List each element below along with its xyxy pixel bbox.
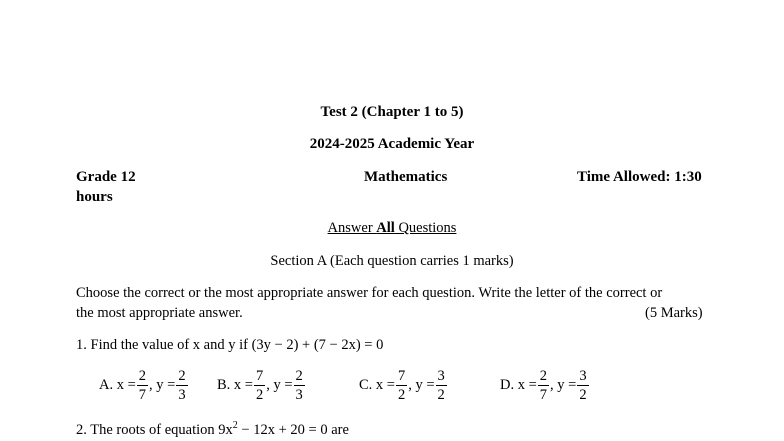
option-a-label: A. x =	[99, 376, 136, 393]
option-a-x-fraction	[137, 369, 148, 402]
instruction-line-2: the most appropriate answer.	[76, 305, 243, 321]
question-2-suffix: − 12x + 20 = 0 are	[237, 422, 349, 438]
fraction-numerator: 2	[295, 368, 303, 384]
fraction-denominator: 7	[539, 386, 548, 403]
exponent: 2	[232, 420, 238, 431]
fraction-denominator: 2	[437, 386, 445, 403]
fraction-numerator: 2	[138, 368, 147, 384]
q1-option-a	[99, 369, 189, 402]
fraction-numerator: 3	[579, 368, 587, 384]
option-a-sep: , y =	[149, 376, 176, 393]
option-b-y-fraction	[294, 369, 305, 402]
option-a-y-fraction	[176, 369, 187, 402]
time-allowed: Time Allowed: 1:30	[577, 169, 702, 185]
option-b-label: B. x =	[217, 376, 253, 393]
fraction-numerator: 7	[255, 368, 264, 384]
option-d-label: D. x =	[500, 376, 537, 393]
answer-all-bold: All	[376, 220, 395, 236]
option-c-label: C. x =	[359, 376, 395, 393]
subject-label: Mathematics	[364, 169, 448, 185]
answer-all-heading	[0, 220, 784, 237]
fraction-denominator: 7	[138, 386, 147, 403]
section-heading: Section A (Each question carries 1 marks)	[270, 253, 514, 269]
option-b-x-fraction	[254, 369, 265, 402]
option-c-sep: , y =	[408, 376, 435, 393]
option-b-sep: , y =	[266, 376, 293, 393]
section-marks: (5 Marks)	[645, 305, 703, 321]
fraction-denominator: 2	[397, 386, 406, 403]
fraction-denominator: 2	[579, 386, 587, 403]
question-1: 1. Find the value of x and y if (3y − 2) + (7 − 2x) = 0	[76, 337, 384, 353]
answer-suffix: Questions	[394, 220, 457, 236]
fraction-denominator: 3	[178, 386, 186, 403]
question-2	[76, 422, 349, 439]
fraction-numerator: 2	[539, 368, 548, 384]
answer-prefix: Answer	[327, 220, 377, 236]
test-title: Test 2 (Chapter 1 to 5)	[320, 104, 464, 120]
q1-option-c	[359, 369, 448, 402]
option-c-y-fraction	[436, 369, 447, 402]
question-2-prefix: 2. The roots of equation 9x	[76, 422, 233, 438]
option-d-y-fraction	[577, 369, 588, 402]
grade-label: Grade 12	[76, 169, 136, 185]
option-d-x-fraction	[538, 369, 549, 402]
q1-option-d	[500, 369, 590, 402]
fraction-numerator: 3	[437, 368, 445, 384]
time-allowed-unit: hours	[76, 189, 113, 205]
option-c-x-fraction	[396, 369, 407, 402]
academic-year: 2024-2025 Academic Year	[309, 136, 475, 152]
fraction-numerator: 7	[397, 368, 406, 384]
fraction-numerator: 2	[178, 368, 186, 384]
q1-option-b	[217, 369, 306, 402]
fraction-denominator: 3	[295, 386, 303, 403]
fraction-denominator: 2	[255, 386, 264, 403]
instruction-line-1: Choose the correct or the most appropriate answer for each question. Write the letter of the correct or	[76, 285, 663, 301]
option-d-sep: , y =	[550, 376, 577, 393]
